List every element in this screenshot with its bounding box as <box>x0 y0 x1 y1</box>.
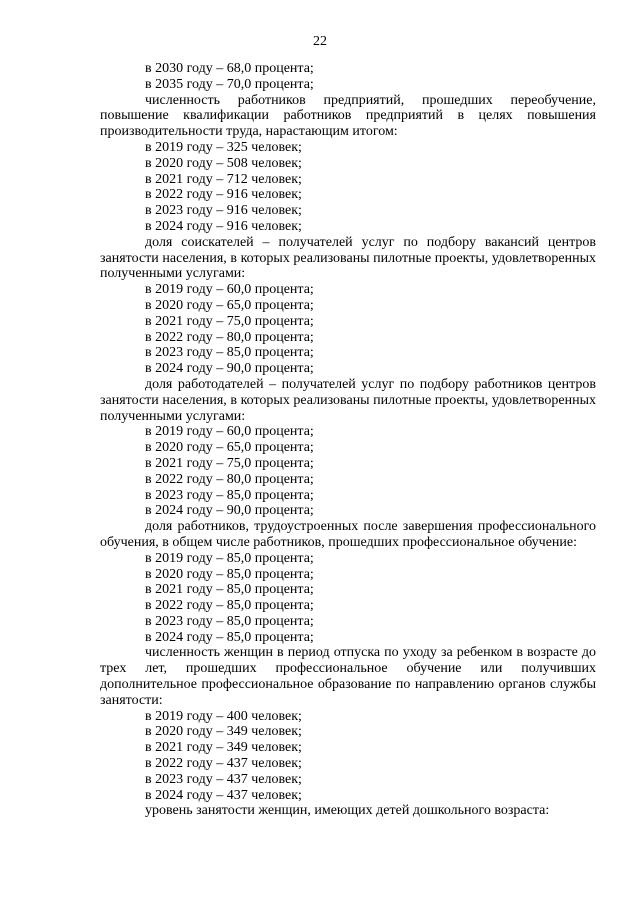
year-value-line: в 2022 году – 437 человек; <box>145 756 302 772</box>
year-value-line: в 2022 году – 80,0 процента; <box>145 329 314 345</box>
year-value-line: в 2019 году – 60,0 процента; <box>145 282 314 298</box>
year-value-line: в 2023 году – 85,0 процента; <box>145 613 314 629</box>
year-value-line: в 2024 году – 437 человек; <box>145 787 302 803</box>
document-body <box>100 61 596 819</box>
indicator-paragraph: уровень занятости женщин, имеющих детей дошкольного возраста: <box>145 803 550 819</box>
year-value-line: в 2019 году – 400 человек; <box>145 708 302 724</box>
indicator-paragraph: доля работодателей – получателей услуг по подбору работников центров занятости населения, в которых реализованы пилотные проекты, удовлетворенных полученными услугами: <box>100 376 596 424</box>
year-value-line: в 2023 году – 916 человек; <box>145 203 302 219</box>
indicator-paragraph: численность женщин в период отпуска по уходу за ребенком в возрасте до трех лет, прошедших профессиональное обучение или получивших дополнительное профессиональное образование по направлению органов службы занятости: <box>100 645 596 708</box>
year-value-line: в 2024 году – 916 человек; <box>145 218 302 234</box>
year-value-line: в 2020 году – 508 человек; <box>145 155 302 171</box>
indicator-paragraph: доля соискателей – получателей услуг по подбору вакансий центров занятости населения, в которых реализованы пилотные проекты, удовлетворенных полученными услугами: <box>100 234 596 282</box>
year-value-line: в 2020 году – 349 человек; <box>145 724 302 740</box>
year-value-line: в 2020 году – 85,0 процента; <box>145 566 314 582</box>
year-value-line: в 2022 году – 85,0 процента; <box>145 598 314 614</box>
indicator-paragraph: численность работников предприятий, прошедших переобучение, повышение квалификации работников предприятий в целях повышения производительности труда, нарастающим итогом: <box>100 92 596 140</box>
year-value-line: в 2021 году – 85,0 процента; <box>145 582 314 598</box>
year-value-line: в 2019 году – 325 человек; <box>145 139 302 155</box>
year-value-line: в 2023 году – 437 человек; <box>145 771 302 787</box>
year-value-line: в 2035 году – 70,0 процента; <box>145 76 314 92</box>
indicator-paragraph: доля работников, трудоустроенных после завершения профессионального обучения, в общем числе работников, прошедших профессиональное обучение: <box>100 519 596 550</box>
year-value-line: в 2030 году – 68,0 процента; <box>145 61 314 76</box>
year-value-line: в 2024 году – 85,0 процента; <box>145 629 314 645</box>
year-value-line: в 2023 году – 85,0 процента; <box>145 345 314 361</box>
year-value-line: в 2022 году – 80,0 процента; <box>145 471 314 487</box>
year-value-line: в 2020 году – 65,0 процента; <box>145 440 314 456</box>
year-value-line: в 2022 году – 916 человек; <box>145 187 302 203</box>
year-value-line: в 2021 году – 712 человек; <box>145 171 302 187</box>
year-value-line: в 2020 году – 65,0 процента; <box>145 297 314 313</box>
year-value-line: в 2024 году – 90,0 процента; <box>145 361 314 377</box>
year-value-line: в 2019 году – 85,0 процента; <box>145 550 314 566</box>
year-value-line: в 2023 году – 85,0 процента; <box>145 487 314 503</box>
year-value-line: в 2024 году – 90,0 процента; <box>145 503 314 519</box>
year-value-line: в 2021 году – 349 человек; <box>145 740 302 756</box>
page-number: 22 <box>313 34 327 49</box>
year-value-line: в 2019 году – 60,0 процента; <box>145 424 314 440</box>
year-value-line: в 2021 году – 75,0 процента; <box>145 455 314 471</box>
year-value-line: в 2021 году – 75,0 процента; <box>145 313 314 329</box>
